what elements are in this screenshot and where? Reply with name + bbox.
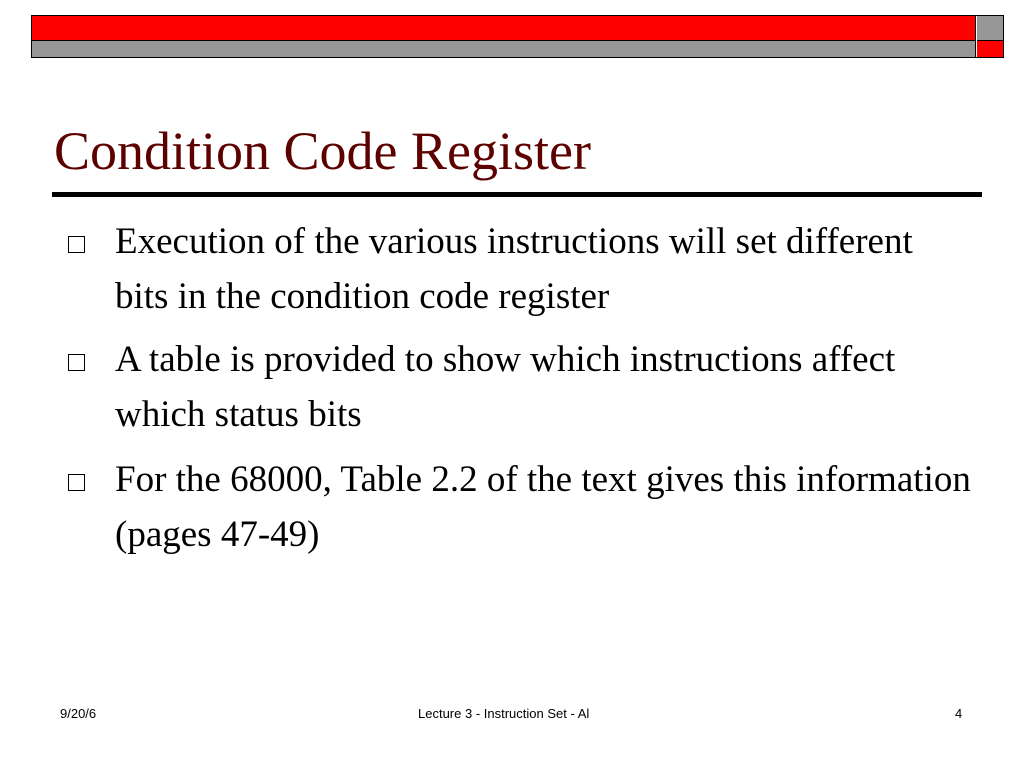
header-decoration-bar: [31, 15, 1004, 58]
hollow-square-icon: [68, 236, 85, 253]
slide-title: Condition Code Register: [54, 121, 591, 181]
header-red-band: [32, 16, 976, 41]
header-gray-square: [977, 16, 1003, 41]
hollow-square-icon: [68, 354, 85, 371]
footer-page-number: 4: [955, 706, 963, 721]
bullet-text: For the 68000, Table 2.2 of the text gives this information (pages 47-49): [115, 459, 971, 555]
header-red-square: [977, 41, 1003, 57]
header-gray-band: [32, 41, 976, 57]
title-underline: [52, 192, 982, 197]
footer-lecture-title: Lecture 3 - Instruction Set - Al: [418, 706, 590, 721]
bullet-text: A table is provided to show which instructions affect which status bits: [115, 339, 896, 435]
footer-date: 9/20/6: [60, 706, 97, 721]
hollow-square-icon: [68, 474, 85, 491]
bullet-text: Execution of the various instructions will set different bits in the condition code register: [115, 221, 913, 317]
